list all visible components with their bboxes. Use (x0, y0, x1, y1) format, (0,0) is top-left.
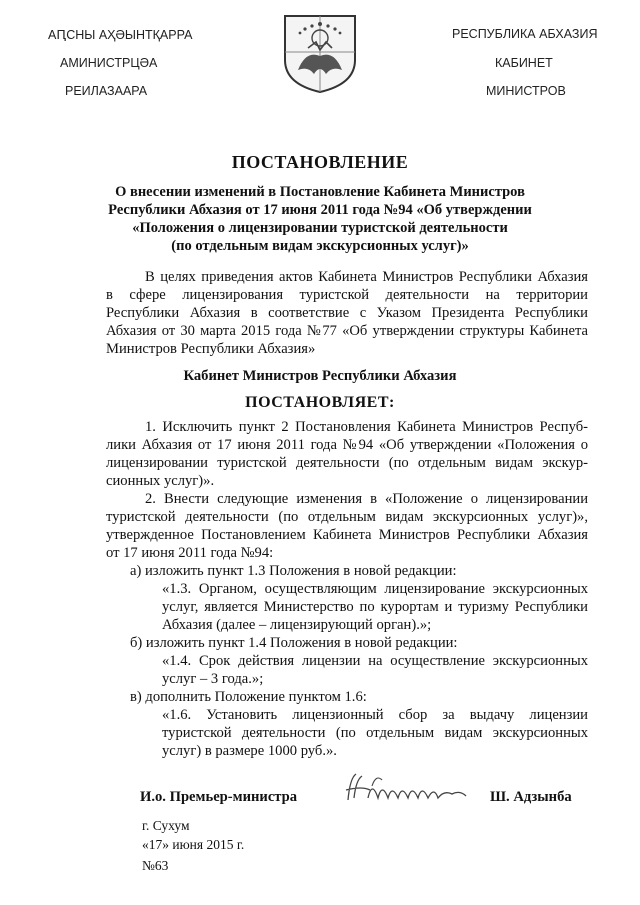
header-left-line-1: АԤСНЫ АҲӘЫНТҚАРРА (48, 28, 193, 42)
header-right-line-3: МИНИСТРОВ (486, 84, 566, 98)
paragraph-1-line: 1. Исключить пункт 2 Постановления Кабинета Министров Респуб- (145, 419, 588, 435)
item-a-line: «1.3. Органом, осуществляющим лицензирование экскурсионных (162, 581, 588, 597)
paragraph-1-line: лицензировании туристской деятельности (по отдельным видам экскур- (106, 455, 588, 471)
date: «17» июня 2015 г. (142, 837, 245, 852)
item-b-heading: б) изложить пункт 1.4 Положения в новой редакции: (130, 635, 458, 651)
paragraph-2-line: утвержденное Постановлением Кабинета Министров Республики Абхазия (106, 527, 588, 543)
document-number: №63 (142, 858, 169, 873)
document-subtitle (100, 183, 540, 255)
decrees-heading: ПОСТАНОВЛЯЕТ: (245, 394, 395, 411)
preamble-line: в сфере лицензирования туристской деятельности на территории (106, 287, 588, 303)
city: г. Сухум (142, 818, 190, 833)
item-b-line: «1.4. Срок действия лицензии на осуществление экскурсионных (162, 653, 588, 669)
preamble-line: В целях приведения актов Кабинета Министров Республики Абхазия (145, 269, 588, 285)
item-c-heading: в) дополнить Положение пунктом 1.6: (130, 689, 367, 705)
header-right-line-2: КАБИНЕТ (495, 56, 553, 70)
subtitle-line: «Положения о лицензировании туристской деятельности (132, 220, 508, 236)
preamble-line: Абхазия от 30 марта 2015 года №77 «Об утверждении структуры Кабинета (106, 323, 588, 339)
paragraph-2-line: туристской деятельности (по отдельным видам экскурсионных услуг)», (106, 509, 588, 525)
subtitle-line: (по отдельным видам экскурсионных услуг)» (171, 238, 469, 254)
header-left-line-3: РЕИЛАЗААРА (65, 84, 148, 98)
preamble-line: Республики Абхазия в соответствие с Указом Президента Республики (106, 305, 588, 321)
signatory-position: И.о. Премьер-министра (140, 789, 298, 805)
cabinet-heading: Кабинет Министров Республики Абхазия (183, 368, 457, 384)
item-a-heading: а) изложить пункт 1.3 Положения в новой редакции: (130, 563, 457, 579)
signatory-name: Ш. Адзынба (490, 789, 572, 805)
item-a-line: услуг, является Министерство по курортам и туризму Республики (162, 599, 588, 615)
header-left-line-2: АМИНИСТРЦӘА (60, 56, 158, 70)
subtitle-line: Республики Абхазия от 17 июня 2011 года №94 «Об утверждении (108, 202, 532, 218)
item-b-line: услуг – 3 года.»; (162, 671, 264, 687)
document-title: ПОСТАНОВЛЕНИЕ (231, 152, 409, 172)
paragraph-2-line: 2. Внести следующие изменения в «Положение о лицензировании (145, 491, 588, 507)
item-c-line: «1.6. Установить лицензионный сбор за выдачу лицензии (162, 707, 588, 723)
paragraph-1-line: лики Абхазия от 17 июня 2011 года №94 «Об утверждении «Положения о (106, 437, 588, 453)
preamble-line: Министров Республики Абхазия» (106, 341, 316, 357)
header-right-line-1: РЕСПУБЛИКА АБХАЗИЯ (452, 27, 598, 41)
item-c-line: туристской деятельности (по отдельным видам экскурсионных (162, 725, 588, 741)
paragraph-1-line: сионных услуг)». (106, 473, 215, 489)
paragraph-2-line: от 17 июня 2011 года №94: (106, 545, 274, 561)
abkhazia-coat-of-arms-icon (282, 14, 358, 94)
item-a-line: Абхазия (далее – лицензирующий орган).»; (162, 617, 432, 633)
item-c-line: услуг) в размере 1000 руб.». (162, 743, 337, 759)
subtitle-line: О внесении изменений в Постановление Кабинета Министров (115, 184, 525, 200)
handwritten-signature (342, 768, 472, 808)
